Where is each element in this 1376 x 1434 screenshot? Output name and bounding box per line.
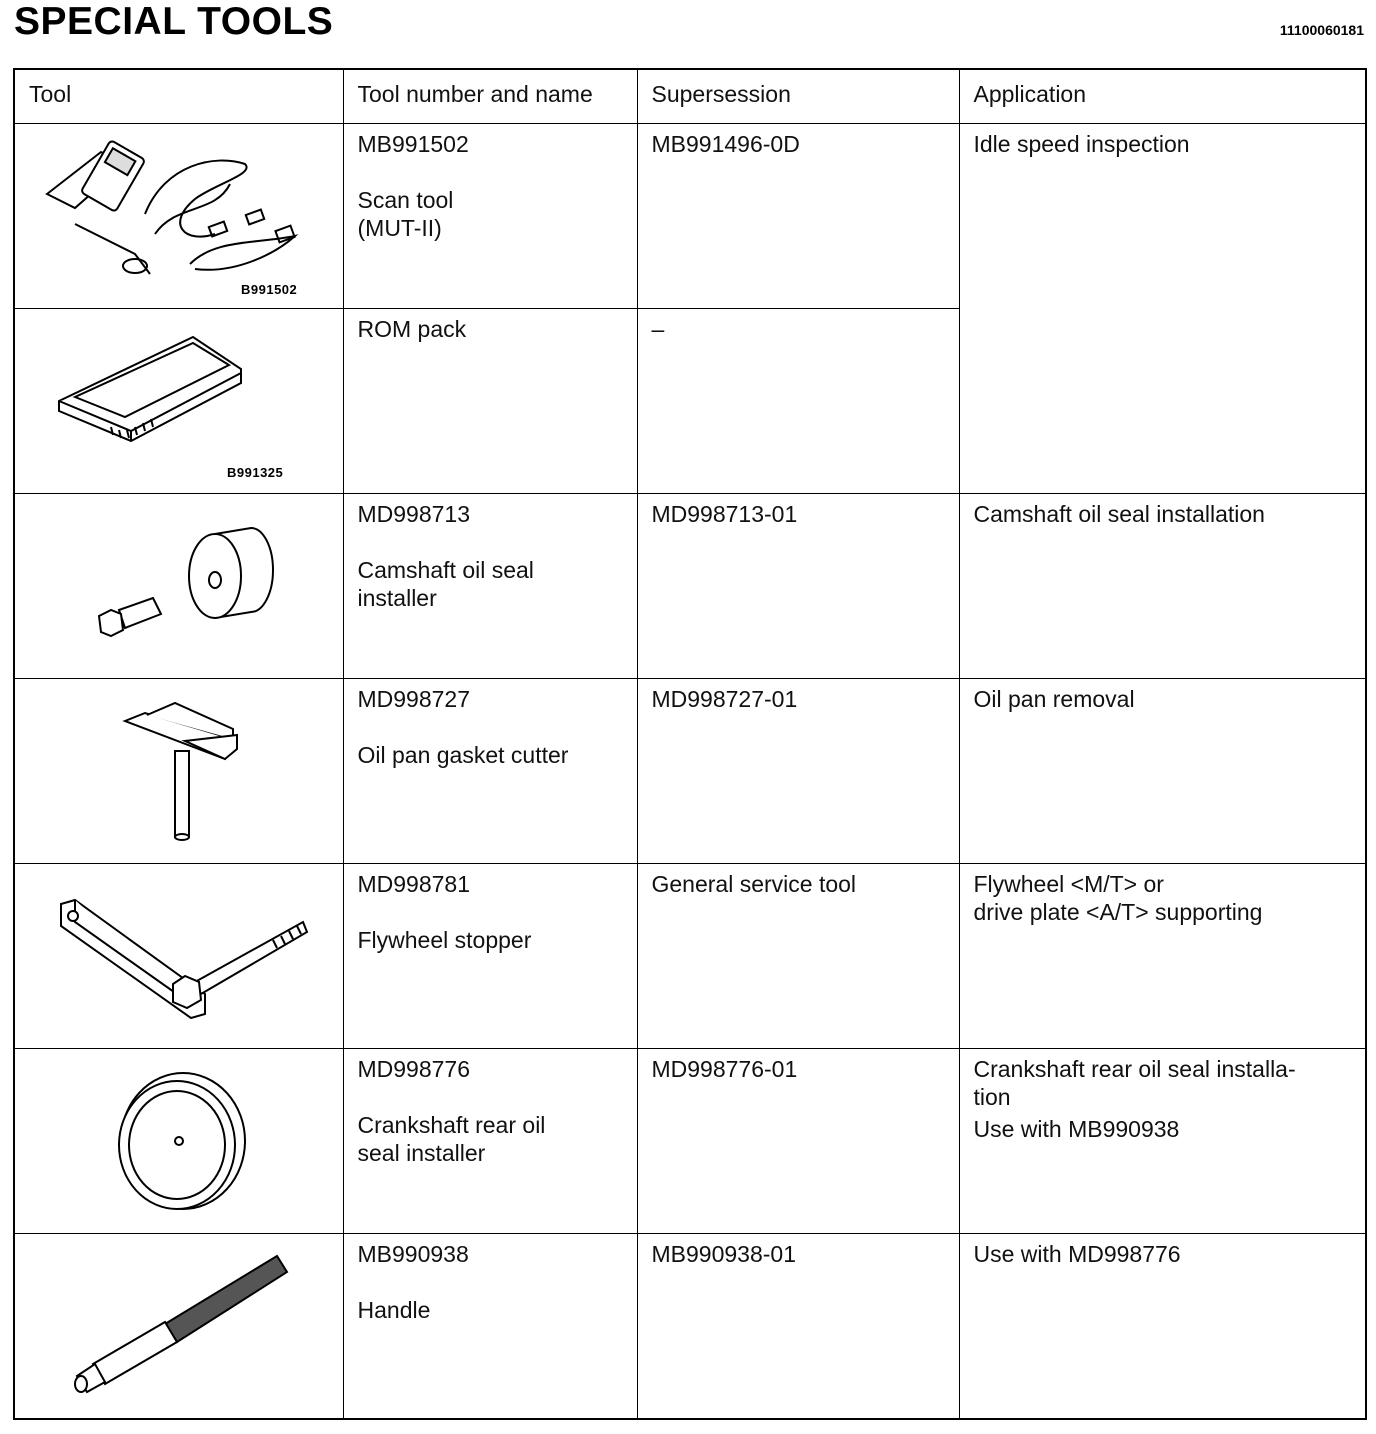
tool-image-cell: [14, 679, 343, 864]
supersession-cell: MB991496-0D: [637, 124, 959, 309]
table-row: [14, 864, 1366, 1049]
gasket-cutter-icon: [15, 679, 343, 864]
tool-number-name-cell: [343, 679, 637, 864]
application-cell: Oil pan removal: [959, 679, 1366, 864]
tool-number: MD998776: [357, 1056, 471, 1082]
application-cell: Crankshaft rear oil seal installa- tion Use with MB990938: [959, 1049, 1366, 1234]
header-application: Application: [959, 69, 1366, 124]
document-id: 11100060181: [1279, 22, 1364, 38]
page-title: SPECIAL TOOLS: [14, 0, 334, 43]
tool-number: MD998781: [357, 871, 471, 897]
tool-number: ROM pack: [357, 316, 467, 342]
supersession-cell: General service tool: [637, 864, 959, 1049]
tool-image-cell: [14, 494, 343, 679]
supersession-cell: MD998727-01: [637, 679, 959, 864]
table-row: [14, 1234, 1366, 1419]
tool-image-cell: [14, 1234, 343, 1419]
tool-number-name-cell: [343, 494, 637, 679]
tool-number: MD998727: [357, 686, 471, 712]
table-header-row: [14, 69, 1366, 124]
tool-image-cell: [14, 864, 343, 1049]
handle-icon: [15, 1234, 343, 1419]
supersession-cell: MD998776-01: [637, 1049, 959, 1234]
image-code: B991502: [241, 282, 298, 297]
tool-image-cell: [14, 309, 343, 494]
tool-number-name-cell: [343, 124, 637, 309]
header-supersession: Supersession: [637, 69, 959, 124]
tool-name: Oil pan gasket cutter: [357, 742, 569, 768]
table-row: [14, 494, 1366, 679]
tool-number: MB990938: [357, 1241, 469, 1267]
application-cell: Idle speed inspection: [959, 124, 1366, 494]
image-code: B991325: [227, 465, 284, 480]
special-tools-table: [13, 68, 1367, 1420]
supersession-cell: MD998713-01: [637, 494, 959, 679]
tool-number: MD998713: [357, 501, 471, 527]
tool-number-name-cell: [343, 864, 637, 1049]
oil-seal-installer-icon: [15, 494, 343, 679]
crankshaft-seal-installer-icon: [15, 1049, 343, 1234]
application-cell: Camshaft oil seal installation: [959, 494, 1366, 679]
table-row: [14, 124, 1366, 309]
application-cell: Flywheel <M/T> or drive plate <A/T> supporting: [959, 864, 1366, 1049]
table-row: [14, 679, 1366, 864]
table-row: [14, 1049, 1366, 1234]
tool-number: MB991502: [357, 131, 469, 157]
tool-name-line2: seal installer: [357, 1140, 486, 1166]
tool-name: Flywheel stopper: [357, 927, 532, 953]
tool-image-cell: [14, 124, 343, 309]
tool-name: Camshaft oil seal: [357, 557, 534, 583]
flywheel-stopper-icon: [15, 864, 343, 1049]
tool-name-line2: (MUT-II): [357, 215, 442, 241]
tool-number-name-cell: [343, 1049, 637, 1234]
rom-pack-icon: [15, 309, 343, 494]
tool-name-line2: installer: [357, 585, 437, 611]
tool-name: Crankshaft rear oil: [357, 1112, 546, 1138]
application-cell: Use with MD998776: [959, 1234, 1366, 1419]
header-number-name: Tool number and name: [343, 69, 637, 124]
supersession-cell: –: [637, 309, 959, 494]
tool-number-name-cell: [343, 1234, 637, 1419]
header-tool: Tool: [14, 69, 343, 124]
supersession-cell: MB990938-01: [637, 1234, 959, 1419]
tool-name: Scan tool: [357, 187, 454, 213]
tool-image-cell: [14, 1049, 343, 1234]
tool-number-name-cell: [343, 309, 637, 494]
tool-name: Handle: [357, 1297, 431, 1323]
